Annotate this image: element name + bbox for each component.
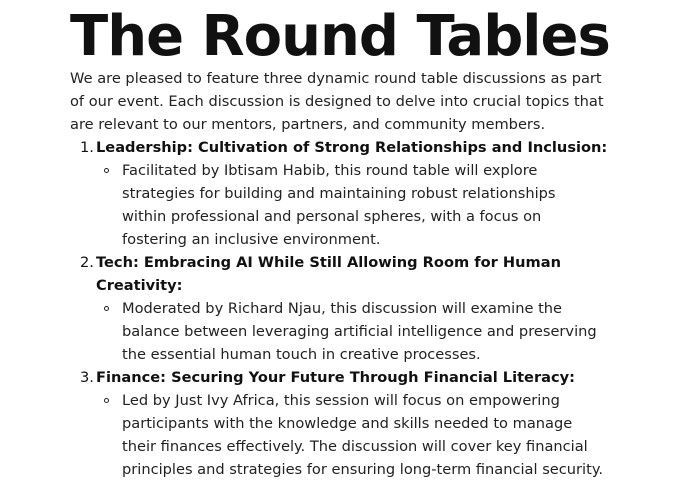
description-line: their finances effectively. The discussion will cover key financial (122, 438, 588, 455)
description-line: strategies for building and maintaining robust relationships (122, 185, 556, 202)
item-number: 3. (80, 369, 94, 386)
item-heading (70, 136, 670, 159)
intro-paragraph (70, 67, 660, 136)
description-line: fostering an inclusive environment. (122, 231, 381, 248)
description-line: the essential human touch in creative processes. (122, 346, 481, 363)
item-heading (70, 251, 670, 297)
item-heading (70, 366, 670, 389)
bullet-icon (104, 168, 109, 173)
item-number: 2. (80, 254, 94, 271)
bullet-icon (104, 306, 109, 311)
item-heading-line: Tech: Embracing AI While Still Allowing Room for Human (96, 254, 561, 271)
list-item-leadership (70, 136, 670, 251)
intro-line: We are pleased to feature three dynamic round table discussions as part (70, 70, 602, 87)
description-line: participants with the knowledge and skills needed to manage (122, 415, 573, 432)
list-item-tech (70, 251, 670, 366)
item-description (70, 159, 670, 251)
item-heading-line: Finance: Securing Your Future Through Financial Literacy: (96, 369, 575, 386)
intro-line: of our event. Each discussion is designed to delve into crucial topics that (70, 93, 604, 110)
description-line: Facilitated by Ibtisam Habib, this round table will explore (122, 162, 538, 179)
bullet-icon (104, 398, 109, 403)
item-description (70, 297, 670, 366)
description-line: principles and strategies for ensuring long-term financial security. (122, 461, 604, 478)
list-item-finance (70, 366, 670, 481)
description-line: balance between leveraging artificial intelligence and preserving (122, 323, 597, 340)
description-line: within professional and personal spheres, with a focus on (122, 208, 542, 225)
round-table-list (70, 136, 670, 481)
item-number: 1. (80, 139, 94, 156)
item-description (70, 389, 670, 481)
description-line: Moderated by Richard Njau, this discussion will examine the (122, 300, 563, 317)
description-line: Led by Just Ivy Africa, this session will focus on empowering (122, 392, 560, 409)
item-heading-line: Leadership: Cultivation of Strong Relationships and Inclusion: (96, 139, 608, 156)
intro-line: are relevant to our mentors, partners, and community members. (70, 116, 546, 133)
page-title: The Round Tables (70, 4, 610, 69)
item-heading-line: Creativity: (96, 277, 183, 294)
